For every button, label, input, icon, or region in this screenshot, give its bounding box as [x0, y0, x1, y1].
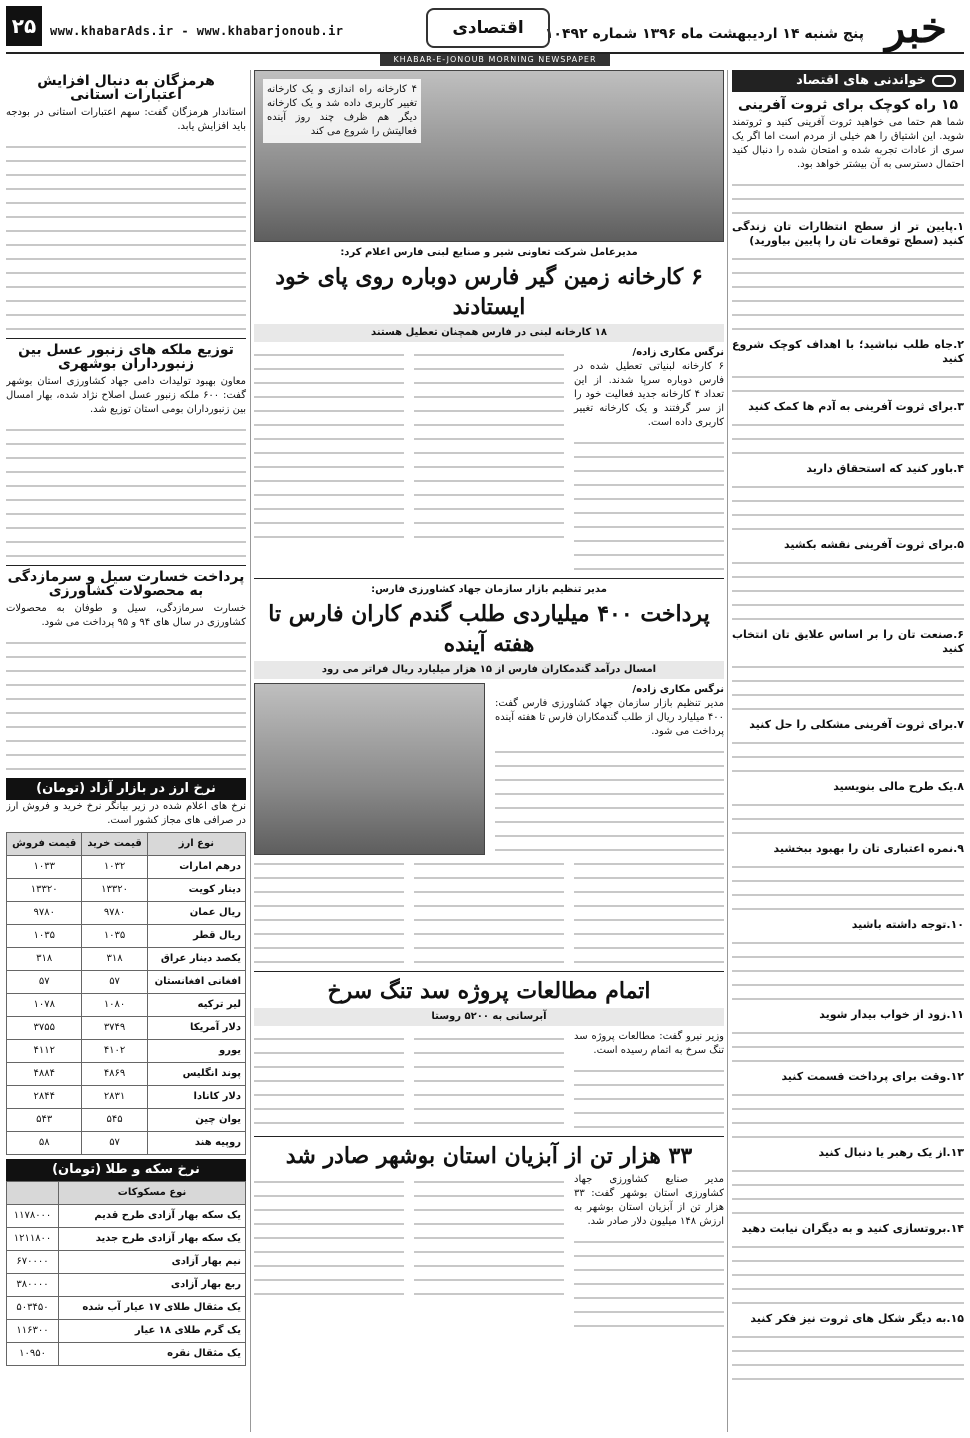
- sell-price: ۵۷: [7, 971, 82, 994]
- gold-table-title: نرخ سکه و طلا (تومان): [6, 1159, 246, 1181]
- article-deck: امسال درآمد گندمکاران فارس از ۱۵ هزار میلیارد ریال فراتر می رود: [254, 661, 724, 679]
- article-intro: شما هم حتما می خواهید ثروت آفرینی کنید و ثروتمند شوید. این اشتیاق را هم خیلی از مردم است اما اگر یک سری از عادات تجربه شده و امتحان شده را دنبال کنید احتمال دسترسی به آن بیشتر خواهد بود.: [732, 117, 964, 170]
- buy-price: ۲۸۳۱: [82, 1086, 147, 1109]
- buy-price: ۴۸۶۹: [82, 1063, 147, 1086]
- coin-name: یک مثقال نقره: [59, 1343, 246, 1366]
- page-number: ۲۵: [6, 6, 42, 46]
- byline: نرگس مکاری زاده/: [632, 347, 724, 358]
- currency-name: لیر ترکیه: [147, 994, 245, 1017]
- currency-name: یکصد دینار عراق: [147, 948, 245, 971]
- subhead: ۶.صنعت تان را بر اساس علایق تان انتخاب کنید: [732, 628, 964, 655]
- table-row: [7, 1251, 246, 1274]
- table-row: [7, 1228, 246, 1251]
- article-headline[interactable]: هرمزگان به دنبال افزایش اعتبارات استانی: [37, 73, 215, 103]
- currency-name: افغانی افغانستان: [147, 971, 245, 994]
- table-row: [7, 1063, 246, 1086]
- buy-price: ۱۰۳۲: [82, 856, 147, 879]
- article-deck: آبرسانی به ۵۲۰۰ روستا: [254, 1008, 724, 1026]
- section-title: اقتصادی: [426, 8, 550, 48]
- currency-name: ریال عمان: [147, 902, 245, 925]
- glasses-icon: [932, 75, 956, 87]
- buy-price: ۵۷: [82, 971, 147, 994]
- sell-price: ۳۱۸: [7, 948, 82, 971]
- coin-name: یک مثقال طلای ۱۷ عیار آب شده: [59, 1297, 246, 1320]
- currency-name: پوند انگلیس: [147, 1063, 245, 1086]
- box-header: [732, 70, 964, 92]
- coin-name: ربع بهار آزادی: [59, 1274, 246, 1297]
- sell-price: ۱۳۳۲۰: [7, 879, 82, 902]
- coin-price: ۱۰۹۵۰: [7, 1343, 59, 1366]
- table-row: [7, 902, 246, 925]
- coin-name: یک گرم طلای ۱۸ عیار: [59, 1320, 246, 1343]
- currency-note: نرخ های اعلام شده در زیر بیانگر نرخ خرید و فروش ارز در صرافی های مجاز کشور است.: [6, 801, 246, 826]
- table-row: [7, 971, 246, 994]
- box-title: خواندنی های اقتصاد: [796, 73, 926, 88]
- table-row: [7, 1297, 246, 1320]
- sell-price: ۱۰۷۸: [7, 994, 82, 1017]
- sell-price: ۵۴۳: [7, 1109, 82, 1132]
- currency-name: یورو: [147, 1040, 245, 1063]
- currency-table: [6, 832, 246, 1155]
- article-headline[interactable]: توزیع ملکه های زنبور عسل بین زنبورداران بوشهری: [18, 342, 234, 372]
- subhead: ۳.برای ثروت آفرینی به آدم ها کمک کنید: [748, 400, 964, 413]
- sell-price: ۴۸۸۴: [7, 1063, 82, 1086]
- sell-price: ۴۱۱۲: [7, 1040, 82, 1063]
- newspaper-logo[interactable]: خبر: [885, 3, 947, 52]
- subhead: ۷.برای ثروت آفرینی مشکلی را حل کنید: [749, 718, 964, 731]
- currency-name: روپیه هند: [147, 1132, 245, 1155]
- buy-price: ۱۰۸۰: [82, 994, 147, 1017]
- currency-name: یوان چین: [147, 1109, 245, 1132]
- article-text: ۶ کارخانه لبنیاتی تعطیل شده در فارس دوباره سرپا شدند. از این تعداد ۴ کارخانه جدید فعالیت خود را از سر گرفتند و یک کارخانه تغییر کاربری داده است.: [574, 361, 724, 428]
- byline: نرگس مکاری زاده/: [632, 684, 724, 695]
- article-headline[interactable]: ۳۳ هزار تن از آبزیان استان بوشهر صادر شد: [285, 1143, 693, 1169]
- left-column: [6, 70, 251, 1432]
- subhead: ۵.برای ثروت آفرینی نقشه بکشید: [784, 538, 964, 551]
- coin-price: ۶۷۰۰۰۰: [7, 1251, 59, 1274]
- column-header: قیمت خرید: [82, 833, 147, 856]
- photo-caption: ۴ کارخانه راه اندازی و یک کارخانه تغییر کاربری داده شد و یک کارخانه دیگر هم ظرف چند روز آینده فعالیتش را شروع می کند: [263, 79, 421, 143]
- subhead: ۴.باور کنید که استحقاق دارید: [806, 462, 964, 475]
- table-row: [7, 1205, 246, 1228]
- table-row: [7, 925, 246, 948]
- currency-name: دلار آمریکا: [147, 1017, 245, 1040]
- article-text: استاندار هرمزگان گفت: سهم اعتبارات استانی در بودجه باید افزایش یابد.: [6, 107, 246, 132]
- edition-line: پنج شنبه ۱۴ اردیبهشت ماه ۱۳۹۶ شماره ۱۰۴۹۲: [544, 26, 864, 42]
- article-text: معاون بهبود تولیدات دامی جهاد کشاورزی استان بوشهر گفت: ۶۰۰ ملکه زنبور عسل اصلاح نژاد شده، بهار امسال بین زنبورداران بومی استان توزیع شد.: [6, 376, 247, 415]
- column-header: نوع ارز: [147, 833, 245, 856]
- table-row: [7, 1017, 246, 1040]
- article-text: وزیر نیرو گفت: مطالعات پروژه سد تنگ سرخ به اتمام رسیده است.: [574, 1031, 724, 1056]
- sell-price: ۵۸: [7, 1132, 82, 1155]
- sell-price: ۳۷۵۵: [7, 1017, 82, 1040]
- middle-section: [254, 70, 724, 1432]
- table-row: [7, 856, 246, 879]
- subhead: ۸.یک طرح مالی بنویسید: [833, 780, 964, 793]
- buy-price: ۳۷۴۹: [82, 1017, 147, 1040]
- currency-name: دلار کانادا: [147, 1086, 245, 1109]
- table-row: [7, 948, 246, 971]
- wheat-harvest-photo: [254, 683, 485, 855]
- subhead: ۹.نمره اعتباری تان را بهبود ببخشید: [773, 842, 964, 855]
- subhead: ۱۵.به دیگر شکل های ثروت نیز فکر کنید: [750, 1312, 964, 1325]
- currency-table-title: نرخ ارز در بازار آزاد (تومان): [6, 778, 246, 800]
- article-text: مدیر صنایع کشاورزی جهاد کشاورزی استان بوشهر گفت: ۳۳ هزار تن از آبزیان استان بوشهر به ارزش ۱۴۸ میلیون دلار صادر شد.: [574, 1174, 724, 1227]
- subhead: ۱.پایین تر از سطح انتظارات تان زندگی کنید (سطح توقعات تان را پایین بیاورید): [732, 220, 964, 247]
- article-kicker: مدیر تنظیم بازار سازمان جهاد کشاورزی فارس:: [371, 584, 607, 595]
- english-subtitle: KHABAR-E-JONOUB MORNING NEWSPAPER: [380, 54, 610, 66]
- table-row: [7, 1274, 246, 1297]
- column-header: [7, 1182, 59, 1205]
- buy-price: ۵۷: [82, 1132, 147, 1155]
- table-row: [7, 1343, 246, 1366]
- subhead: ۱۴.بروتسازی کنید و به دیگران نیابت دهید: [741, 1222, 964, 1235]
- masthead: [6, 3, 964, 54]
- buy-price: ۱۰۳۵: [82, 925, 147, 948]
- coin-name: یک سکه بهار آزادی طرح جدید: [59, 1228, 246, 1251]
- currency-name: درهم امارات: [147, 856, 245, 879]
- table-row: [7, 994, 246, 1017]
- sell-price: ۲۸۴۴: [7, 1086, 82, 1109]
- buy-price: ۱۳۳۲۰: [82, 879, 147, 902]
- article-headline[interactable]: ۱۵ راه کوچک برای ثروت آفرینی: [737, 97, 959, 113]
- gold-table: [6, 1181, 246, 1366]
- article-deck: ۱۸ کارخانه لبنی در فارس همچنان تعطیل هستند: [254, 324, 724, 342]
- column-header: قیمت فروش: [7, 833, 82, 856]
- subhead: ۱۰.توجه داشته باشید: [851, 918, 964, 931]
- right-column: [727, 70, 964, 1432]
- coin-name: نیم بهار آزادی: [59, 1251, 246, 1274]
- article-text: مدیر تنظیم بازار سازمان جهاد کشاورزی فارس گفت: ۴۰۰ میلیارد ریال از طلب گندمکاران فارس تا هفته آینده پرداخت می شود.: [495, 698, 724, 737]
- buy-price: ۳۱۸: [82, 948, 147, 971]
- subhead: ۱۲.وقت برای پرداخت قسمت کنید: [781, 1070, 964, 1083]
- article-headline[interactable]: پرداخت ۴۰۰ میلیاردی طلب گندم کاران فارس تا هفته آینده: [268, 601, 710, 657]
- table-row: [7, 1040, 246, 1063]
- buy-price: ۹۷۸۰: [82, 902, 147, 925]
- article-text: خسارت سرمازدگی، سیل و طوفان به محصولات کشاورزی در سال های ۹۴ و ۹۵ پرداخت می شود.: [6, 603, 246, 628]
- subhead: ۲.جاه طلب نباشید؛ با اهداف کوچک شروع کنید: [732, 338, 964, 365]
- article-headline[interactable]: اتمام مطالعات پروژه سد تنگ سرخ: [327, 978, 651, 1004]
- coin-price: ۱۱۷۸۰۰۰: [7, 1205, 59, 1228]
- sell-price: ۱۰۳۵: [7, 925, 82, 948]
- coin-price: ۵۰۳۴۵۰: [7, 1297, 59, 1320]
- article-headline[interactable]: ۶ کارخانه زمین گیر فارس دوباره روی پای خود ایستادند: [275, 264, 703, 320]
- table-row: [7, 1132, 246, 1155]
- article-kicker: مدیرعامل شرکت تعاونی شیر و صنایع لبنی فارس اعلام کرد:: [340, 247, 638, 258]
- subhead: ۱۳.از یک رهبر یا دنبال کنید: [818, 1146, 964, 1159]
- currency-name: ریال قطر: [147, 925, 245, 948]
- coin-price: ۱۲۱۱۸۰۰: [7, 1228, 59, 1251]
- dairy-factory-photo: [254, 70, 724, 242]
- table-row: [7, 1109, 246, 1132]
- website-link[interactable]: www.khabarAds.ir - www.khabarjonoub.ir: [50, 24, 344, 38]
- article-headline[interactable]: پرداخت خسارت سیل و سرمازدگی به محصولات کشاورزی: [7, 569, 245, 599]
- coin-price: ۳۸۰۰۰۰: [7, 1274, 59, 1297]
- buy-price: ۴۱۰۲: [82, 1040, 147, 1063]
- buy-price: ۵۴۵: [82, 1109, 147, 1132]
- column-header: نوع مسکوکات: [59, 1182, 246, 1205]
- sell-price: ۱۰۳۳: [7, 856, 82, 879]
- currency-name: دینار کویت: [147, 879, 245, 902]
- table-row: [7, 1320, 246, 1343]
- coin-name: یک سکه بهار آزادی طرح قدیم: [59, 1205, 246, 1228]
- table-row: [7, 1086, 246, 1109]
- coin-price: ۱۱۶۳۰۰: [7, 1320, 59, 1343]
- table-row: [7, 879, 246, 902]
- subhead: ۱۱.زود از خواب بیدار شوید: [819, 1008, 964, 1021]
- sell-price: ۹۷۸۰: [7, 902, 82, 925]
